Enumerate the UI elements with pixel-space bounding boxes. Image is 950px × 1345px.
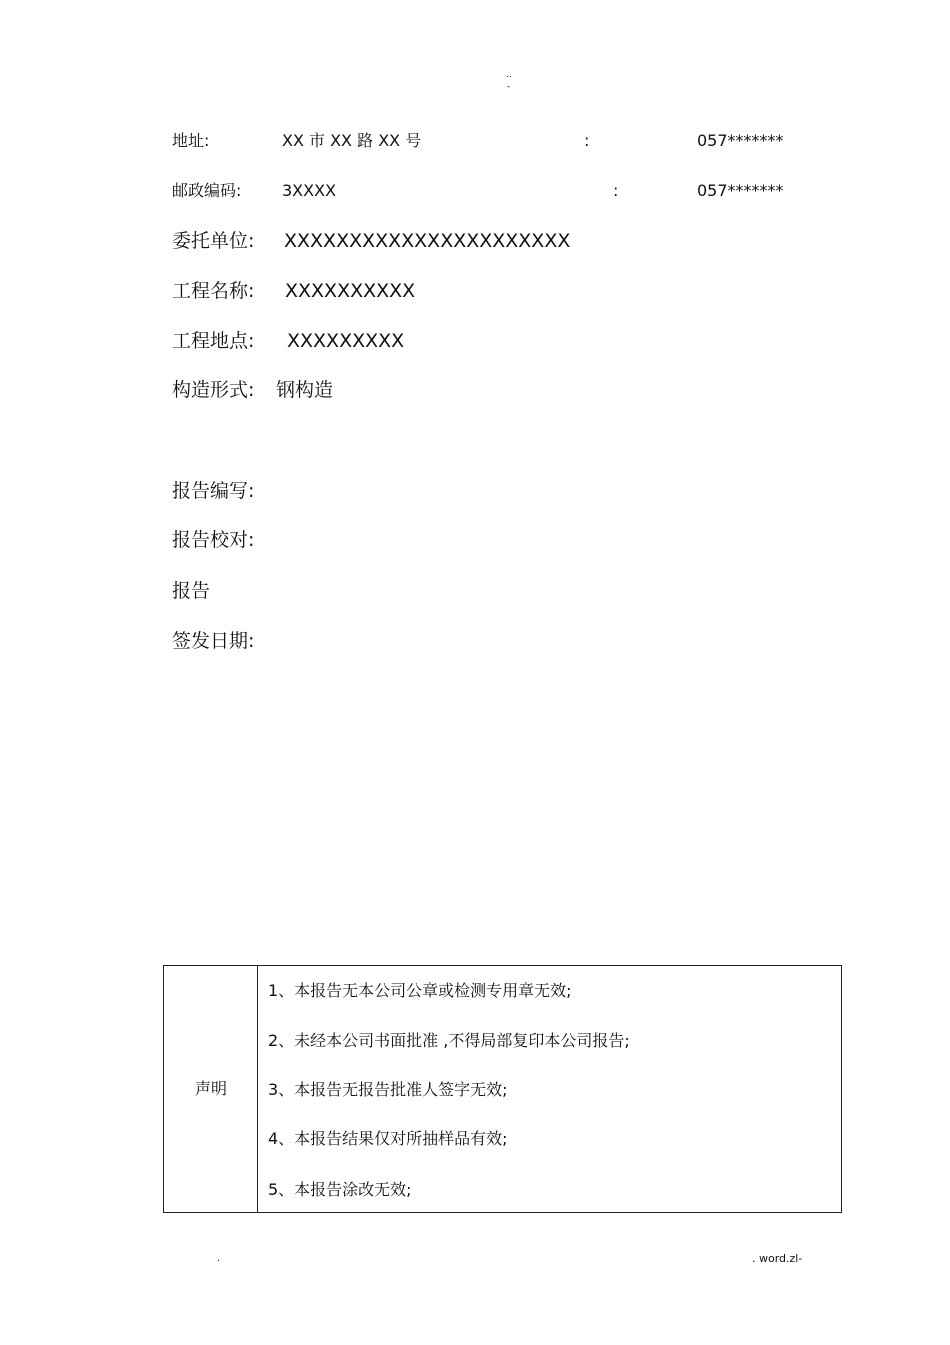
- report-checker-label: 报告校对:: [172, 529, 255, 551]
- declaration-item-4: 4、本报告结果仅对所抽样品有效;: [268, 1129, 508, 1148]
- structure-value: 钢构造: [276, 379, 334, 401]
- postcode-phone: 057*******: [697, 181, 784, 200]
- header-mark-bottom: -: [507, 82, 511, 92]
- project-name-value: XXXXXXXXXX: [285, 280, 416, 302]
- postcode-phone-colon: :: [613, 181, 619, 200]
- footer-left-mark: .: [217, 1253, 221, 1264]
- structure-label: 构造形式:: [172, 379, 255, 401]
- declaration-table: [163, 965, 842, 1213]
- declaration-item-5: 5、本报告涂改无效;: [268, 1180, 412, 1199]
- footer-right-text: . word.zl-: [752, 1252, 803, 1265]
- address-label: 地址:: [172, 131, 210, 150]
- address-value: XX 市 XX 路 XX 号: [282, 131, 422, 150]
- client-value: XXXXXXXXXXXXXXXXXXXXXX: [284, 230, 571, 252]
- header-mark-top: ..: [506, 70, 512, 80]
- client-label: 委托单位:: [172, 230, 255, 252]
- declaration-label-cell: [164, 966, 258, 1212]
- report-writer-label: 报告编写:: [172, 480, 255, 502]
- address-phone-colon: :: [584, 131, 590, 150]
- declaration-item-3: 3、本报告无报告批准人签字无效;: [268, 1080, 508, 1099]
- report-label: 报告: [172, 580, 211, 602]
- project-location-value: XXXXXXXXX: [287, 330, 405, 352]
- issue-date-label: 签发日期:: [172, 630, 255, 652]
- declaration-item-2: 2、未经本公司书面批准 ,不得局部复印本公司报告;: [268, 1031, 630, 1050]
- declaration-label: 声明: [194, 1079, 227, 1098]
- project-name-label: 工程名称:: [172, 280, 255, 302]
- postcode-label: 邮政编码:: [172, 181, 242, 200]
- project-location-label: 工程地点:: [172, 330, 255, 352]
- postcode-value: 3XXXX: [282, 181, 337, 200]
- address-phone: 057*******: [697, 131, 784, 150]
- declaration-item-1: 1、本报告无本公司公章或检测专用章无效;: [268, 981, 572, 1000]
